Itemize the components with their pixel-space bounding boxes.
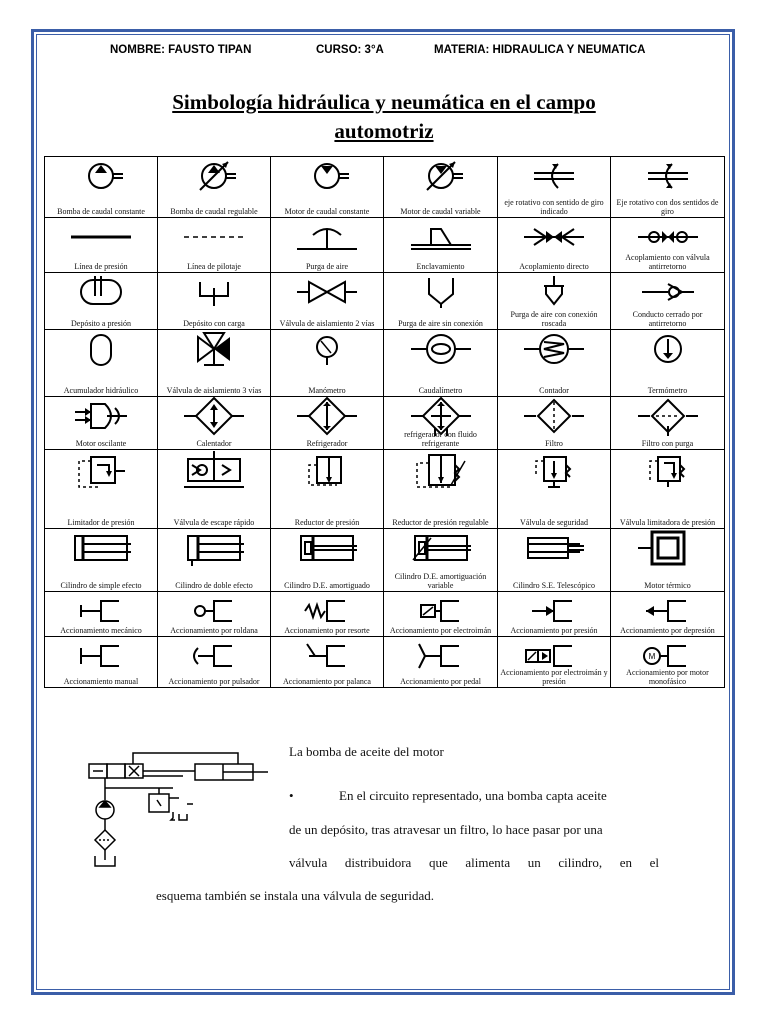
symbol-cell xyxy=(45,450,158,529)
symbol-label: Accionamiento manual xyxy=(63,677,139,686)
manual-actuation-icon xyxy=(45,638,157,674)
filter-drain-icon xyxy=(611,398,724,434)
pilot-line-icon xyxy=(158,219,270,255)
symbol-cell xyxy=(498,330,611,397)
direct-coupling-icon xyxy=(498,219,610,255)
lever-actuation-icon xyxy=(271,638,383,674)
symbol-cell xyxy=(45,273,158,330)
pressure-actuation-icon xyxy=(498,593,610,629)
page-title xyxy=(100,88,668,146)
variable-motor-icon xyxy=(384,158,497,194)
check-coupling-icon xyxy=(611,219,724,255)
double-acting-cylinder-icon xyxy=(158,530,270,566)
bullet: • xyxy=(289,788,294,803)
pressure-limit-valve-icon xyxy=(611,451,724,487)
symbol-label: Filtro con purga xyxy=(641,439,694,448)
body-heading: La bomba de aceite del motor xyxy=(289,744,444,759)
symbol-cell xyxy=(498,637,611,688)
symbol-label: Motor oscilante xyxy=(75,439,127,448)
symbol-cell xyxy=(498,273,611,330)
symbol-row xyxy=(45,218,725,273)
symbol-label: Accionamiento por pedal xyxy=(400,677,481,686)
symbol-label: Accionamiento por electroimán xyxy=(389,626,492,635)
manometer-icon xyxy=(271,331,383,367)
title-line-2: automotriz xyxy=(334,119,434,143)
symbol-label: eje rotativo con sentido de giro indicado xyxy=(504,198,604,216)
flowmeter-icon xyxy=(384,331,497,367)
variable-pump-icon xyxy=(158,158,270,194)
accumulator-icon xyxy=(45,331,157,367)
title-line-1: Simbología hidráulica y neumática en el campo xyxy=(172,90,596,114)
symbol-cell xyxy=(611,592,725,637)
symbol-cell xyxy=(158,273,271,330)
student-name: NOMBRE: FAUSTO TIPAN xyxy=(110,44,252,56)
svg-text:M: M xyxy=(648,652,655,661)
course: CURSO: 3°A xyxy=(316,44,384,56)
symbol-label: Cilindro S.E. Telescópico xyxy=(513,581,595,590)
symbol-cell xyxy=(158,330,271,397)
symbol-label: Motor térmico xyxy=(644,581,691,590)
symbol-cell xyxy=(384,529,498,592)
symbol-label: Filtro xyxy=(545,439,563,448)
symbol-row xyxy=(45,157,725,218)
symbol-cell xyxy=(498,592,611,637)
symbol-label: Refrigerador xyxy=(306,439,348,448)
air-bleed-threaded-icon xyxy=(498,274,610,310)
symbol-label: Accionamiento por resorte xyxy=(284,626,370,635)
symbol-label: Purga de aire xyxy=(305,262,349,271)
symbol-cell xyxy=(158,397,271,450)
pressure-tank-icon xyxy=(45,274,157,310)
symbol-label: Línea de presión xyxy=(74,262,128,271)
symbol-label: Accionamiento por motor monofásico xyxy=(626,668,709,686)
symbol-row xyxy=(45,592,725,637)
symbol-label: Bomba de caudal constante xyxy=(57,207,145,216)
symbol-label: Accionamiento por depresión xyxy=(620,626,715,635)
symbol-cell xyxy=(271,592,384,637)
symbol-cell xyxy=(498,450,611,529)
pressure-line-icon xyxy=(45,219,157,255)
symbol-cell xyxy=(271,218,384,273)
symbol-label: Limitador de presión xyxy=(67,518,135,527)
symbol-cell xyxy=(384,592,498,637)
symbol-cell xyxy=(158,637,271,688)
roller-actuation-icon xyxy=(158,593,270,629)
symbol-cell xyxy=(271,273,384,330)
single-acting-cylinder-icon xyxy=(45,530,157,566)
body-line-3: válvula distribuidora que alimenta un cilindro, en el xyxy=(289,855,659,870)
symbol-cell xyxy=(45,637,158,688)
symbol-cell xyxy=(611,637,725,688)
symbol-cell xyxy=(45,529,158,592)
vacuum-actuation-icon xyxy=(611,593,724,629)
symbol-label: Motor de caudal constante xyxy=(284,207,370,216)
body-line-4: esquema también se instala una válvula de seguridad. xyxy=(156,888,434,903)
symbol-label: Calentador xyxy=(196,439,232,448)
symbol-cell xyxy=(158,218,271,273)
symbol-label: Bomba de caudal regulable xyxy=(170,207,258,216)
symbol-cell xyxy=(384,450,498,529)
symbol-label: Caudalímetro xyxy=(418,386,463,395)
symbol-cell xyxy=(45,397,158,450)
symbol-label: Válvula de aislamiento 3 vías xyxy=(166,386,262,395)
symbol-label: Motor de caudal variable xyxy=(400,207,481,216)
rotary-shaft-two-way-icon xyxy=(611,158,724,194)
pressure-limiter-icon xyxy=(45,451,157,487)
symbol-cell xyxy=(498,157,611,218)
body-line-1: En el circuito representado, una bomba capta aceite xyxy=(339,788,607,803)
symbol-label: Válvula limitadora de presión xyxy=(619,518,716,527)
pressure-reducer-icon xyxy=(271,451,383,487)
symbol-row xyxy=(45,637,725,688)
fixed-pump-icon xyxy=(45,158,157,194)
symbol-label: Accionamiento mecánico xyxy=(60,626,142,635)
air-bleed-no-connection-icon xyxy=(384,274,497,310)
symbol-label: Conducto cerrado por antirretorno xyxy=(632,310,703,328)
shutoff-valve-2way-icon xyxy=(271,274,383,310)
symbol-cell xyxy=(498,218,611,273)
symbol-label: Cilindro de simple efecto xyxy=(60,581,142,590)
symbol-label: Accionamiento por roldana xyxy=(170,626,258,635)
symbol-label: Reductor de presión regulable xyxy=(392,518,489,527)
symbol-label: Purga de aire con conexión roscada xyxy=(510,310,598,328)
symbol-label: Accionamiento por pulsador xyxy=(168,677,260,686)
rotary-shaft-one-way-icon xyxy=(498,158,610,194)
symbol-row xyxy=(45,529,725,592)
thermal-motor-icon xyxy=(611,530,724,566)
symbol-cell xyxy=(158,592,271,637)
symbol-cell xyxy=(158,450,271,529)
mechanical-actuation-icon xyxy=(45,593,157,629)
air-bleed-icon xyxy=(271,219,383,255)
symbol-row xyxy=(45,450,725,529)
symbol-cell xyxy=(384,273,498,330)
symbol-cell xyxy=(271,637,384,688)
safety-valve-icon xyxy=(498,451,610,487)
telescopic-cylinder-icon xyxy=(498,530,610,566)
symbol-cell xyxy=(384,218,498,273)
symbol-cell xyxy=(384,330,498,397)
spring-actuation-icon xyxy=(271,593,383,629)
fixed-motor-icon xyxy=(271,158,383,194)
symbol-cell xyxy=(498,397,611,450)
symbol-cell xyxy=(271,330,384,397)
symbol-label: Accionamiento por electroimán y presión xyxy=(500,668,608,686)
symbol-table xyxy=(44,156,725,688)
symbol-cell xyxy=(158,529,271,592)
check-valve-closed-icon xyxy=(611,274,724,310)
symbol-label: Accionamiento por palanca xyxy=(283,677,371,686)
symbol-cell xyxy=(498,529,611,592)
symbol-label: Válvula de aislamiento 2 vías xyxy=(279,319,375,328)
symbol-cell xyxy=(611,529,725,592)
symbol-cell xyxy=(271,397,384,450)
symbol-label: Línea de pilotaje xyxy=(187,262,241,271)
symbol-cell xyxy=(611,218,725,273)
symbol-label: Válvula de escape rápido xyxy=(173,518,255,527)
symbol-cell xyxy=(45,157,158,218)
heater-icon xyxy=(158,398,270,434)
symbol-cell xyxy=(271,157,384,218)
adjustable-reducer-icon xyxy=(384,451,497,487)
symbol-cell xyxy=(271,450,384,529)
pedal-actuation-icon xyxy=(384,638,497,674)
symbol-cell xyxy=(611,330,725,397)
subject: MATERIA: HIDRAULICA Y NEUMATICA xyxy=(434,44,646,56)
shutoff-valve-3way-icon xyxy=(158,331,270,367)
symbol-cell xyxy=(45,592,158,637)
hydraulic-circuit-diagram xyxy=(83,748,273,878)
symbol-label: Purga de aire sin conexión xyxy=(398,319,483,328)
symbol-cell xyxy=(611,273,725,330)
symbol-label: refrigerador con fluido refrigerante xyxy=(404,430,477,448)
symbol-cell xyxy=(384,157,498,218)
thermometer-icon xyxy=(611,331,724,367)
cooler-icon xyxy=(271,398,383,434)
symbol-label: Manómetro xyxy=(308,386,346,395)
symbol-cell xyxy=(611,450,725,529)
symbol-label: Termómetro xyxy=(647,386,688,395)
symbol-label: Enclavamiento xyxy=(416,262,465,271)
solenoid-actuation-icon xyxy=(384,593,497,629)
pushbutton-actuation-icon xyxy=(158,638,270,674)
symbol-label: Acumulador hidráulico xyxy=(63,386,139,395)
symbol-label: Cilindro D.E. amortiguación variable xyxy=(394,572,487,590)
filter-icon xyxy=(498,398,610,434)
symbol-row xyxy=(45,330,725,397)
symbol-cell xyxy=(271,529,384,592)
counter-icon xyxy=(498,331,610,367)
symbol-label: Acoplamiento directo xyxy=(519,262,589,271)
symbol-label: Eje rotativo con dos sentidos de giro xyxy=(616,198,719,216)
symbol-label: Válvula de seguridad xyxy=(520,518,588,527)
symbol-row xyxy=(45,273,725,330)
symbol-label: Contador xyxy=(539,386,569,395)
symbol-label: Depósito a presión xyxy=(71,319,131,328)
symbol-cell xyxy=(611,397,725,450)
variable-cushion-cylinder-icon xyxy=(384,530,497,566)
symbol-cell xyxy=(611,157,725,218)
symbol-cell xyxy=(158,157,271,218)
symbol-label: Cilindro D.E. amortiguado xyxy=(284,581,370,590)
body-line-2: de un depósito, tras atravesar un filtro, lo hace pasar por una xyxy=(289,822,603,837)
symbol-row xyxy=(45,397,725,450)
symbol-cell xyxy=(45,218,158,273)
symbol-cell xyxy=(384,397,498,450)
loaded-tank-icon xyxy=(158,274,270,310)
symbol-label: Acoplamiento con válvula antirretorno xyxy=(625,253,710,271)
symbol-label: Accionamiento por presión xyxy=(510,626,598,635)
symbol-label: Reductor de presión xyxy=(294,518,360,527)
interlock-icon xyxy=(384,219,497,255)
symbol-cell xyxy=(384,637,498,688)
cushioned-cylinder-icon xyxy=(271,530,383,566)
oscillating-motor-icon xyxy=(45,398,157,434)
quick-exhaust-valve-icon xyxy=(158,451,270,487)
fluid-cooler-icon xyxy=(384,398,497,434)
symbol-label: Cilindro de doble efecto xyxy=(175,581,253,590)
symbol-cell xyxy=(45,330,158,397)
symbol-label: Depósito con carga xyxy=(183,319,245,328)
